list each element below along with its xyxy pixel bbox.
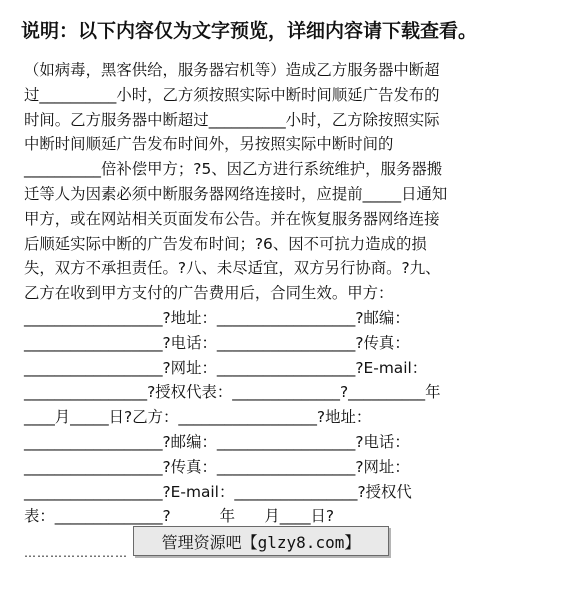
watermark-badge: 管理资源吧【glzy8.com】 [133,526,389,556]
text-line: （如病毒，黑客供给，服务器宕机等）造成乙方服务器中断超 [24,61,440,79]
text-line: 失，双方不承担责任。?八、未尽适宜，双方另行协商。?九、 [24,259,441,278]
text-line: __________________?传真：__________________?网址： [24,457,410,476]
preview-notice: 说明：以下内容仅为文字预览，详细内容请下载查看。 [21,20,478,42]
text-line: 后顺延实际中断的广告发布时间；?6、因不可抗力造成的损 [24,234,427,253]
text-line: ____月_____日?乙方：__________________?地址： [24,408,372,427]
ellipsis-dots: …………………… [24,546,128,560]
text-line: __________________?电话：__________________?传真： [24,333,410,352]
text-line: __________倍补偿甲方；?5、因乙方进行系统维护，服务器搬 [24,160,443,179]
text-line: __________________?地址：__________________?邮编： [24,308,410,327]
text-line: 时间。乙方服务器中断超过__________小时，乙方除按照实际 [24,110,440,129]
text-line: ________________?授权代表：______________?__________年 [24,383,441,402]
text-line: __________________?网址：__________________?E-mail： [24,358,428,377]
contract-text [24,58,564,529]
text-line: 迁等人为因素必须中断服务器网络连接时，应提前_____日通知 [24,184,448,203]
text-line: 甲方，或在网站相关页面发布公告。并在恢复服务器网络连接 [24,209,440,228]
text-line: __________________?邮编：__________________?电话： [24,432,410,451]
text-line: 表：______________? 年 月____日? [24,507,335,526]
text-line: __________________?E-mail：________________?授权代 [24,482,412,501]
text-line: 乙方在收到甲方支付的广告费用后，合同生效。甲方： [24,284,394,303]
text-line: 过__________小时，乙方须按照实际中断时间顺延广告发布的 [24,85,440,104]
text-line: 中断时间顺延广告发布时间外，另按照实际中断时间的 [24,135,394,154]
